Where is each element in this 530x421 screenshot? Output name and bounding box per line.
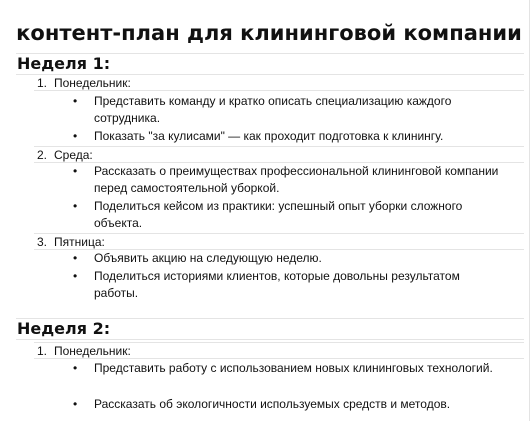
list-item: • Показать "за кулисами" — как проходит подготовка к клинингу. [73, 129, 444, 143]
bullet-icon: • [73, 361, 78, 375]
bullet-icon: • [73, 397, 78, 411]
week-2-heading: Неделя 2: [16, 318, 524, 340]
bullet-icon: • [73, 251, 78, 265]
week-2-day-1 [34, 342, 524, 359]
day-number: 1. [37, 344, 48, 358]
document-title: контент-план для клининговой компании [16, 21, 522, 45]
day-number: 3. [37, 235, 48, 249]
day-label: Пятница: [54, 235, 105, 249]
bullet-icon: • [73, 164, 78, 178]
day-label: Понедельник: [54, 344, 131, 358]
week-1-day-1 [34, 74, 524, 91]
list-item: • Объявить акцию на следующую неделю. [73, 251, 322, 265]
bullet-icon: • [73, 94, 78, 108]
list-item: • Рассказать о преимуществах профессиональной клининговой компании перед самостоятельной уборкой. [73, 164, 499, 195]
bullet-icon: • [73, 199, 78, 213]
day-label: Среда: [54, 148, 93, 162]
list-item: • Представить работу с использованием новых клининговых технологий. [73, 361, 493, 375]
list-item: • Поделиться историями клиентов, которые довольны результатом работы. [73, 269, 460, 300]
week-1-day-3 [34, 233, 524, 250]
list-item: • Представить команду и кратко описать специализацию каждого сотрудника. [73, 94, 452, 125]
bullet-icon: • [73, 129, 78, 143]
day-number: 1. [37, 76, 48, 90]
week-1-day-2 [34, 146, 524, 163]
list-item: • Рассказать об экологичности используемых средств и методов. [73, 397, 451, 411]
list-item: • Поделиться кейсом из практики: успешный опыт уборки сложного объекта. [73, 199, 463, 230]
day-label: Понедельник: [54, 76, 131, 90]
week-1-heading: Неделя 1: [16, 53, 524, 75]
day-number: 2. [37, 148, 48, 162]
bullet-icon: • [73, 269, 78, 283]
